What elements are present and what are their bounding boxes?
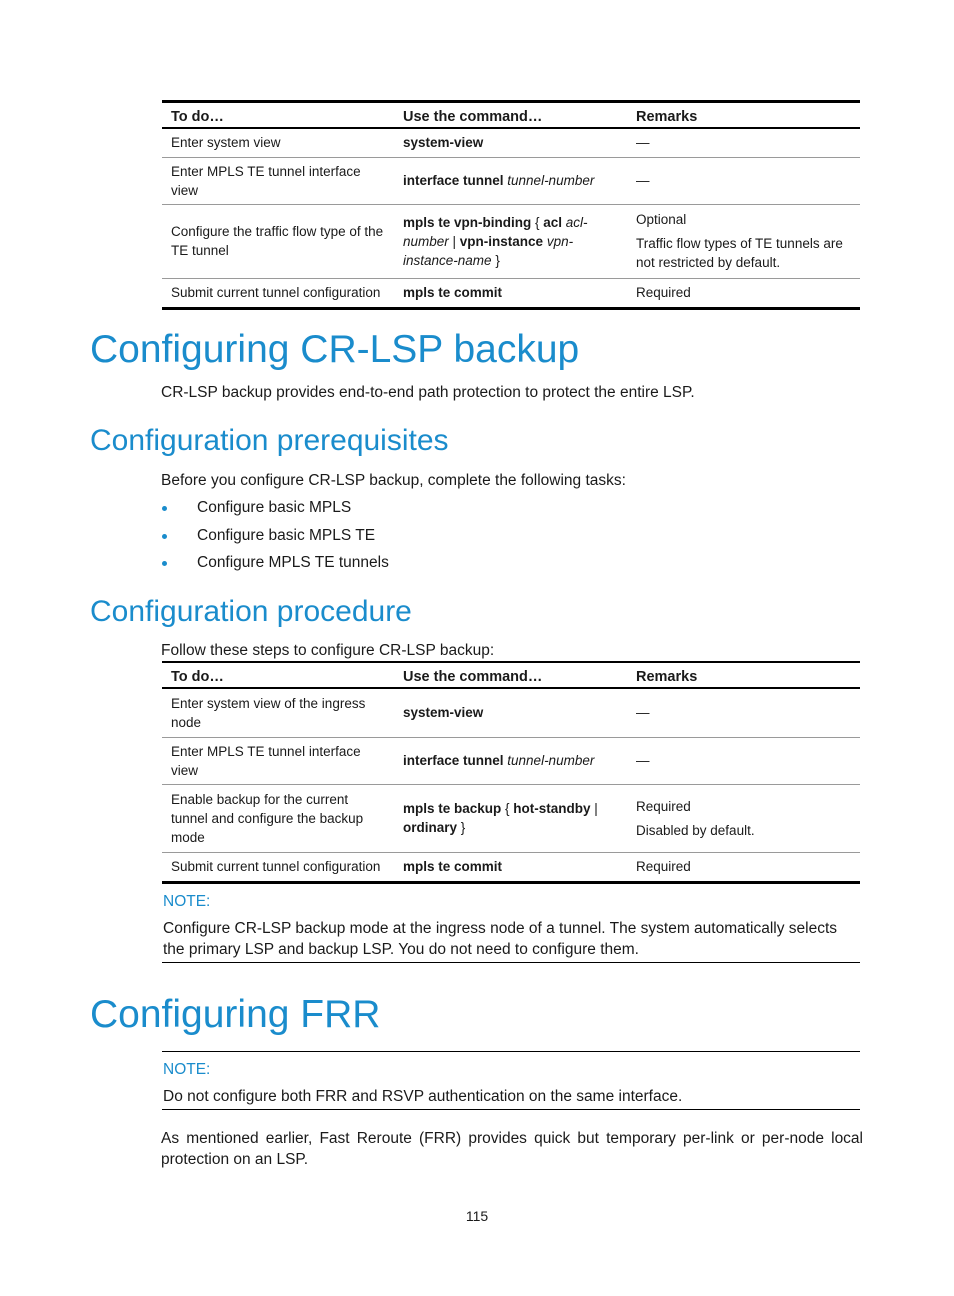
- command-keyword: system-view: [403, 135, 484, 151]
- command-keyword: interface tunnel: [403, 753, 508, 768]
- command-argument: vpn-instance-name: [403, 233, 574, 268]
- prerequisites-intro: Before you configure CR-LSP backup, complete the following tasks:: [161, 472, 626, 489]
- command-keyword: mpls te vpn-binding: [403, 214, 532, 230]
- command-cell: [394, 688, 627, 737]
- note-text: Configure CR-LSP backup mode at the ingress node of a tunnel. The system automatically selects the primary LSP and backup LSP. You do not need to configure them.: [163, 920, 838, 958]
- header-remarks: Remarks: [627, 102, 860, 129]
- command-cell: [394, 278, 627, 308]
- remark-line: Required: [636, 859, 691, 874]
- command-syntax: |: [448, 233, 460, 249]
- command-argument: acl-number: [403, 214, 588, 249]
- note-box-frr: [162, 1051, 860, 1110]
- remark-line: Traffic flow types of TE tunnels are not restricted by default.: [636, 236, 843, 270]
- command-argument: tunnel-number: [507, 753, 595, 768]
- table-row: [162, 852, 860, 882]
- command-syntax: {: [531, 214, 544, 230]
- list-item: [161, 552, 389, 580]
- remark-line: Disabled by default.: [636, 822, 755, 838]
- remark-line: —: [636, 705, 650, 721]
- list-item-text: Configure basic MPLS TE: [197, 526, 376, 544]
- header-todo: To do…: [162, 102, 394, 129]
- todo-cell: Enter system view: [162, 128, 394, 157]
- crlsp-backup-intro: CR-LSP backup provides end-to-end path protection to protect the entire LSP.: [161, 384, 695, 401]
- command-cell: [394, 204, 627, 278]
- command-cell: [394, 852, 627, 882]
- list-item-text: Configure MPLS TE tunnels: [197, 554, 389, 571]
- table-row: [162, 204, 860, 278]
- table-row: [162, 737, 860, 784]
- table-row: [162, 688, 860, 737]
- remark-line: Optional: [636, 212, 687, 227]
- remarks-cell: [627, 157, 860, 204]
- section-title-procedure: Configuration procedure: [90, 595, 412, 628]
- todo-cell: Submit current tunnel configuration: [162, 278, 394, 308]
- command-keyword: interface tunnel: [403, 173, 508, 188]
- command-keyword: vpn-instance: [459, 233, 544, 249]
- command-keyword: ordinary: [403, 820, 458, 835]
- header-remarks: Remarks: [627, 662, 860, 688]
- todo-cell: Configure the traffic flow type of the TE tunnel: [162, 204, 394, 278]
- table-header-row: [162, 102, 860, 129]
- command-table-tunnel: [162, 100, 860, 310]
- table-row: [162, 128, 860, 157]
- note-text: Do not configure both FRR and RSVP authentication on the same interface.: [163, 1088, 683, 1105]
- todo-cell: Enter MPLS TE tunnel interface view: [162, 737, 394, 784]
- list-item-text: Configure basic MPLS: [197, 499, 352, 516]
- frr-intro: As mentioned earlier, Fast Reroute (FRR) provides quick but temporary per-link or per-node local protection on an LSP.: [161, 1130, 863, 1168]
- command-cell: [394, 737, 627, 784]
- command-table-backup: [162, 661, 860, 884]
- remark-line: Required: [636, 285, 691, 300]
- remark-line: —: [636, 173, 650, 188]
- remarks-cell: [627, 278, 860, 308]
- table-row: [162, 784, 860, 852]
- command-keyword: mpls te commit: [403, 859, 503, 874]
- note-label: NOTE:: [163, 1061, 211, 1078]
- todo-cell: Enable backup for the current tunnel and configure the backup mode: [162, 784, 394, 852]
- command-cell: [394, 784, 627, 852]
- command-keyword: acl: [543, 214, 563, 230]
- bullet-icon: [162, 506, 167, 511]
- procedure-intro: Follow these steps to configure CR-LSP backup:: [161, 642, 495, 659]
- command-cell: [394, 128, 627, 157]
- todo-cell: Enter system view of the ingress node: [162, 688, 394, 737]
- remarks-cell: [627, 737, 860, 784]
- command-cell: [394, 157, 627, 204]
- command-syntax: {: [501, 801, 514, 816]
- command-keyword: mpls te backup: [403, 801, 502, 816]
- remark-line: —: [636, 753, 650, 768]
- note-box-backup: [162, 883, 860, 963]
- command-keyword: hot-standby: [513, 801, 591, 816]
- command-syntax: }: [457, 820, 466, 835]
- table-row: [162, 278, 860, 308]
- remarks-cell: [627, 128, 860, 157]
- todo-cell: Enter MPLS TE tunnel interface view: [162, 157, 394, 204]
- command-syntax: |: [590, 801, 598, 816]
- remarks-cell: [627, 688, 860, 737]
- list-item: [161, 525, 389, 553]
- header-command: Use the command…: [394, 102, 627, 129]
- remark-line: —: [636, 135, 650, 151]
- section-title-crlsp-backup: Configuring CR-LSP backup: [90, 328, 580, 371]
- todo-cell: Submit current tunnel configuration: [162, 852, 394, 882]
- remarks-cell: [627, 852, 860, 882]
- bullet-icon: [162, 534, 167, 539]
- command-keyword: mpls te commit: [403, 285, 503, 300]
- note-label: NOTE:: [163, 893, 211, 910]
- command-argument: tunnel-number: [507, 173, 595, 188]
- table-row: [162, 157, 860, 204]
- table-header-row: [162, 662, 860, 688]
- header-command: Use the command…: [394, 662, 627, 688]
- prerequisite-list: [161, 497, 389, 580]
- bullet-icon: [162, 561, 167, 566]
- command-syntax: }: [491, 252, 500, 268]
- remark-line: Required: [636, 798, 691, 814]
- header-todo: To do…: [162, 662, 394, 688]
- list-item: [161, 497, 389, 525]
- remarks-cell: [627, 204, 860, 278]
- remarks-cell: [627, 784, 860, 852]
- section-title-frr: Configuring FRR: [90, 993, 381, 1036]
- page-number: 115: [465, 1208, 489, 1224]
- section-title-prerequisites: Configuration prerequisites: [90, 424, 449, 457]
- command-keyword: system-view: [403, 705, 484, 721]
